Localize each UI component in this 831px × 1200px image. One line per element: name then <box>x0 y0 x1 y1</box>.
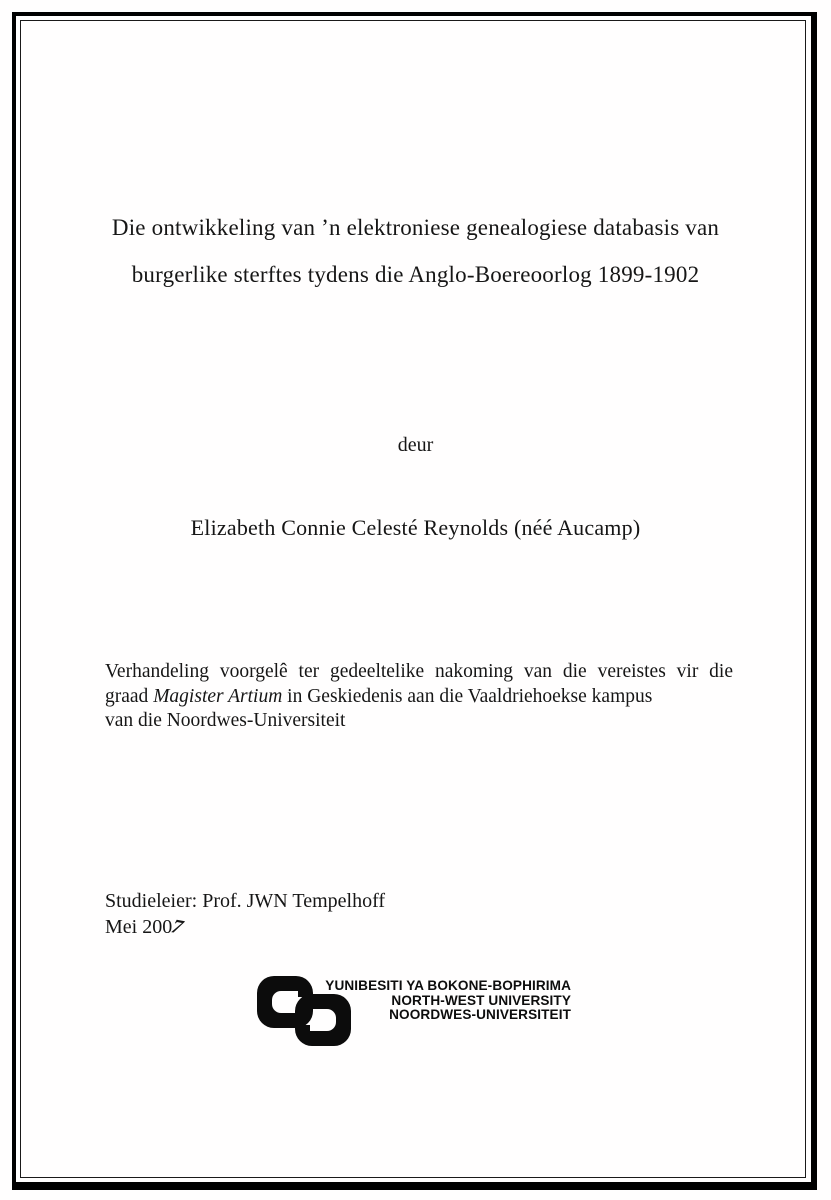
submission-line-2-pre: graad <box>105 685 154 707</box>
submission-line-1: Verhandeling voorgelê ter gedeeltelike nakoming van die vereistes vir die <box>105 661 733 682</box>
date-line <box>105 914 385 940</box>
author-name: Elizabeth Connie Celesté Reynolds (néé Aucamp) <box>190 515 641 540</box>
title-line-2: burgerlike sterftes tydens die Anglo-Boereoorlog 1899-1902 <box>131 262 700 287</box>
logo-text-line-3: NOORDWES-UNIVERSITEIT <box>389 1007 571 1023</box>
title-line-1: Die ontwikkeling van ’n elektroniese genealogiese databasis van <box>111 215 720 240</box>
university-logo-text <box>319 979 571 1023</box>
submission-line-2 <box>105 685 733 710</box>
thesis-title <box>40 204 791 298</box>
supervisor-and-date <box>105 888 385 940</box>
submission-line-2-post: in Geskiedenis aan die Vaaldriehoekse kampus <box>282 685 653 707</box>
logo-text-line-2: NORTH-WEST UNIVERSITY <box>391 992 571 1008</box>
byline-label: deur <box>397 434 434 456</box>
university-logo <box>257 976 587 1048</box>
logo-text-line-1: YUNIBESITI YA BOKONE-BOPHIRIMA <box>325 978 571 993</box>
date-last-digit: 7 <box>166 915 188 939</box>
degree-name: Magister Artium <box>153 685 283 707</box>
date-prefix: Mei 200 <box>105 916 173 938</box>
supervisor-line: Studieleier: Prof. JWN Tempelhoff <box>105 890 386 912</box>
submission-statement <box>105 660 733 734</box>
submission-line-3: van die Noordwes-Universiteit <box>105 710 346 731</box>
